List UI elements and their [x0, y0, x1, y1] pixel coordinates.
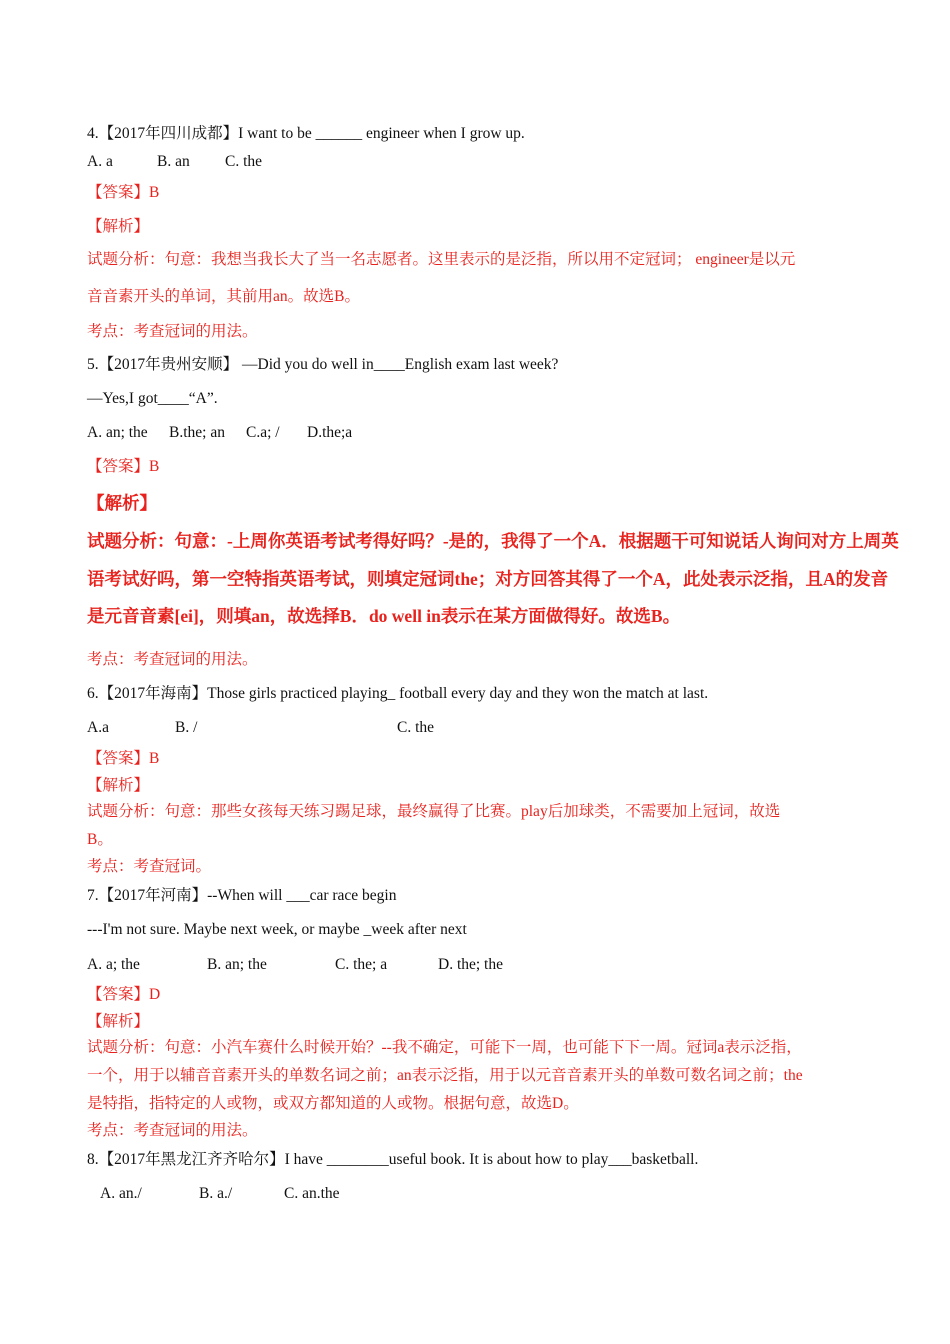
q5-analysis-label: 【解析】 [87, 493, 157, 513]
q4-stem: 4.【2017年四川成都】I want to be ______ engineer when I grow up. [87, 125, 525, 142]
q6-option-a: A.a [87, 719, 109, 736]
q7-stem-reply: ---I'm not sure. Maybe next week, or maybe _week after next [87, 921, 467, 938]
q7-option-c: C. the; a [335, 956, 388, 973]
q8-option-b: B. a./ [199, 1185, 233, 1202]
q4-answer: 【答案】B [87, 184, 160, 201]
q6-analysis-line: 试题分析：句意：那些女孩每天练习踢足球，最终赢得了比赛。play后加球类，不需要加上冠词，故选 [87, 803, 781, 820]
q5-option-d: D.the;a [307, 424, 353, 441]
q5-point: 考点：考查冠词的用法。 [87, 651, 258, 668]
q5-option-a: A. an; the [87, 424, 148, 441]
q7-analysis-line: 是特指，指特定的人或物，或双方都知道的人或物。根据句意，故选D。 [87, 1095, 579, 1112]
q7-point: 考点：考查冠词的用法。 [87, 1122, 258, 1139]
q7-option-a: A. a; the [87, 956, 140, 973]
q5-analysis-line: 是元音音素[ei]，则填an，故选择B．do well in表示在某方面做得好。故选B。 [87, 606, 681, 626]
q4-option-c: C. the [225, 153, 263, 170]
q6-option-c: C. the [397, 719, 435, 736]
q4-analysis-label: 【解析】 [87, 218, 150, 235]
q7-analysis-line: 试题分析：句意：小汽车赛什么时候开始？--我不确定，可能下一周，也可能下下一周。冠词a表示泛指， [87, 1039, 802, 1056]
q6-analysis-label: 【解析】 [87, 777, 150, 794]
q5-option-c: C.a; / [246, 424, 280, 441]
q4-analysis-line: 试题分析：句意：我想当我长大了当一名志愿者。这里表示的是泛指，所以用不定冠词； engineer是以元 [87, 251, 796, 268]
q8-option-a: A. an./ [100, 1185, 142, 1202]
q4-analysis-line: 音音素开头的单词，其前用an。故选B。 [87, 288, 360, 305]
q7-option-b: B. an; the [207, 956, 267, 973]
q8-option-c: C. an.the [284, 1185, 340, 1202]
q5-analysis-line: 试题分析：句意：-上周你英语考试考得好吗？-是的，我得了一个A．根据题干可知说话人询问对方上周英 [87, 531, 899, 551]
q6-point: 考点：考查冠词。 [87, 858, 212, 875]
q5-stem: 5.【2017年贵州安顺】 —Did you do well in____English exam last week? [87, 356, 559, 373]
q6-analysis-line: B。 [87, 831, 113, 848]
q7-option-d: D. the; the [438, 956, 503, 973]
q4-point: 考点：考查冠词的用法。 [87, 323, 258, 340]
q7-answer: 【答案】D [87, 986, 161, 1003]
q5-stem-reply: —Yes,I got____“A”. [87, 390, 218, 407]
q7-stem: 7.【2017年河南】--When will ___car race begin [87, 887, 397, 904]
q6-answer: 【答案】B [87, 750, 160, 767]
q7-analysis-line: 一个，用于以辅音音素开头的单数名词之前；an表示泛指，用于以元音音素开头的单数可数名词之前；the [87, 1067, 803, 1084]
q5-answer: 【答案】B [87, 458, 160, 475]
q4-option-b: B. an [157, 153, 190, 170]
q5-option-b: B.the; an [169, 424, 225, 441]
q4-option-a: A. a [87, 153, 113, 170]
q6-stem: 6.【2017年海南】Those girls practiced playing_ football every day and they won the match at last. [87, 685, 709, 702]
q8-stem: 8.【2017年黑龙江齐齐哈尔】I have ________useful book. It is about how to play___basketball. [87, 1151, 699, 1168]
q5-analysis-line: 语考试好吗，第一空特指英语考试，则填定冠词the；对方回答其得了一个A，此处表示泛指，且A的发音 [87, 569, 889, 589]
q6-option-b: B. / [175, 719, 198, 736]
q7-analysis-label: 【解析】 [87, 1013, 150, 1030]
